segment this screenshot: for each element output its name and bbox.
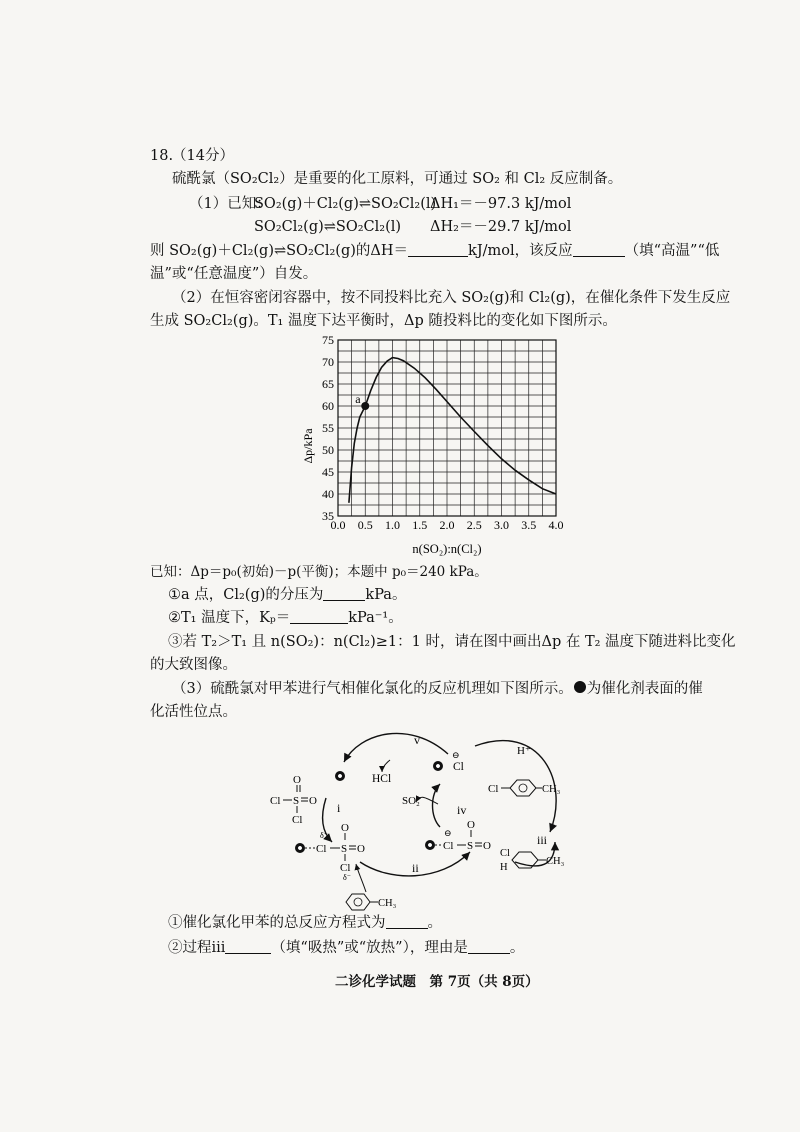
step-v: v [414,733,420,747]
socl-o2: O [483,840,491,852]
intro-text: 硫酰氯（SO₂Cl₂）是重要的化工原料，可通过 SO₂ 和 Cl₂ 反应制备。 [172,171,623,187]
toluene-ch3: CH₃ [378,898,397,909]
part1-eq2: SO₂Cl₂(g)⇌SO₂Cl₂(l) [254,219,402,235]
ads-cl2: Cl [340,862,351,874]
part2-q1-a: ①a 点，Cl₂(g)的分压为 [168,587,324,603]
part1-q-c: （填“高温”“低 [624,243,720,259]
socl-charge: ⊖ [444,828,452,838]
process-iii-blank[interactable] [225,939,271,954]
series-line [349,358,556,503]
socl-cl: Cl [443,840,454,852]
cl2-pressure-blank[interactable] [323,586,365,601]
ads-cl: Cl [316,843,327,855]
part2-q1-b: kPa。 [365,587,407,603]
part3-q2-b: （填“吸热”或“放热”），理由是 [271,940,468,956]
hcl-release-arrow [382,760,390,772]
part3-q1 [168,913,442,933]
part1-q-b: kJ/mol，该反应 [468,243,573,259]
y-tick-label: 70 [322,355,334,369]
chart-xlabel: n(SO₂):n(Cl₂) [412,542,482,556]
so2cl2-s: S [293,795,300,807]
part3-line1 [172,679,703,699]
active-site-icon [574,681,586,693]
active-site-3 [296,844,305,853]
part3-line1-a: （3）硫酰氯对甲苯进行气相催化氯化的反应机理如下图所示。 [172,681,573,697]
so2cl2-cl2: Cl [292,814,303,826]
chart-ylabel: Δp/kPa [301,428,315,464]
part1-q-d: 温”或“任意温度”）自发。 [150,266,318,282]
so2cl2-o2: O [309,795,317,807]
x-tick-label: 0.0 [330,518,346,532]
x-tick-label: 2.5 [466,518,482,532]
question-score: （14分） [172,148,234,164]
active-site-2 [434,762,443,771]
part2-q2-b: kPa⁻¹。 [348,610,403,626]
mechanism-diagram [270,722,590,912]
socl-o1: O [467,819,475,831]
y-tick-label: 65 [322,377,334,391]
y-tick-label: 40 [322,487,334,501]
step-ii: ii [412,861,419,875]
so2-label: SO₂ [402,795,420,807]
product-cl: Cl [488,783,499,795]
ads-s: S [341,843,348,855]
part1-eq1: SO₂(g)＋Cl₂(g)⇌SO₂Cl₂(l) [254,196,437,212]
part3-line2: 化活性位点。 [150,704,237,720]
part1-label: （1）已知： [189,196,271,212]
ads-delta-minus: δ⁻ [320,831,328,840]
part3-q2-c: 。 [509,940,525,956]
part3-line1-b: 为催化剂表面的催 [586,681,703,697]
toluene-ring [346,894,370,910]
spontaneity-answer-blank[interactable] [573,242,625,257]
h-plus-label: H⁺ [517,745,531,757]
x-tick-label: 1.0 [385,518,400,532]
part3-q2-a: ②过程iii [168,940,226,956]
page-footer: 二诊化学试题 第 7页（共 8页） [335,974,539,990]
overall-equation-blank[interactable] [386,914,428,929]
ads-delta-minus-2: δ⁻ [343,873,351,882]
active-site-4 [426,841,435,850]
part2-q2 [168,608,403,628]
cycle-arrow-iv [433,784,441,827]
x-tick-label: 3.0 [494,518,509,532]
step-i: i [337,801,341,815]
product-ch3: CH₃ [542,784,561,795]
part2-q1 [168,585,406,605]
product-ring [510,780,536,796]
part2-known: 已知：Δp＝p₀(初始)－p(平衡)；本题中 p₀＝240 kPa。 [150,564,488,580]
x-tick-label: 0.5 [357,518,373,532]
x-tick-label: 4.0 [548,518,564,532]
hcl-label: HCl [372,773,392,785]
part1-dh2: ΔH₂＝－29.7 kJ/mol [430,219,572,235]
ads-o2: O [357,843,365,855]
part2-q3-line2: 的大致图像。 [150,657,237,673]
part2-q2-a: ②T₁ 温度下，Kₚ＝ [168,610,291,626]
step-iv: iv [457,803,467,817]
part3-q2 [168,938,524,958]
step-iii: iii [537,833,548,847]
dh-answer-blank[interactable] [408,242,468,257]
chart-grid [338,340,556,516]
toluene-arrow [356,864,366,892]
part2-line2: 生成 SO₂Cl₂(g)。T₁ 温度下达平衡时，Δp 随投料比的变化如下图所示。 [150,313,617,329]
part1-dh1: ΔH₁＝－97.3 kJ/mol [430,196,572,212]
x-tick-label: 2.0 [439,518,455,532]
part1-question [150,241,719,261]
arenium-cl: Cl [500,848,510,859]
arenium-ch3: CH₃ [546,856,565,867]
cycle-arrow-v [344,733,448,762]
x-tick-label: 1.5 [412,518,428,532]
y-tick-label: 60 [322,399,334,413]
ads-o1: O [341,822,349,834]
so2cl2-o1: O [293,774,301,786]
part2-q3-line1: ③若 T₂＞T₁ 且 n(SO₂)：n(Cl₂)≥1：1 时，请在图中画出Δp 在 T₂ 温度下随进料比变化 [168,634,736,650]
so2cl2-cl1: Cl [270,795,281,807]
chart-ticks [322,333,564,532]
y-tick-label: 35 [322,509,334,523]
part3-q1-a: ①催化氯化甲苯的总反应方程式为 [168,915,386,931]
part3-q1-b: 。 [427,915,442,931]
y-tick-label: 55 [322,421,334,435]
part2-line1: （2）在恒容密闭容器中，按不同投料比充入 SO₂(g)和 Cl₂(g)，在催化条件下发生反应 [172,290,731,306]
y-tick-label: 50 [322,443,334,457]
point-a-label: a [355,392,361,406]
active-site-1 [336,772,345,781]
reason-blank[interactable] [468,939,510,954]
delta-p-chart [290,328,590,560]
socl-s: S [467,840,474,852]
question-number: 18. [150,148,174,164]
part1-q-a: 则 SO₂(g)＋Cl₂(g)⇌SO₂Cl₂(g)的ΔH＝ [150,243,409,259]
y-tick-label: 45 [322,465,334,479]
x-tick-label: 3.5 [521,518,537,532]
kp-blank[interactable] [290,609,348,624]
cl-ion-label: Cl [453,761,464,773]
point-a-marker [361,402,369,410]
y-tick-label: 75 [322,333,334,347]
cl-ion-charge: ⊖ [452,750,460,760]
arenium-h: H [500,862,508,873]
